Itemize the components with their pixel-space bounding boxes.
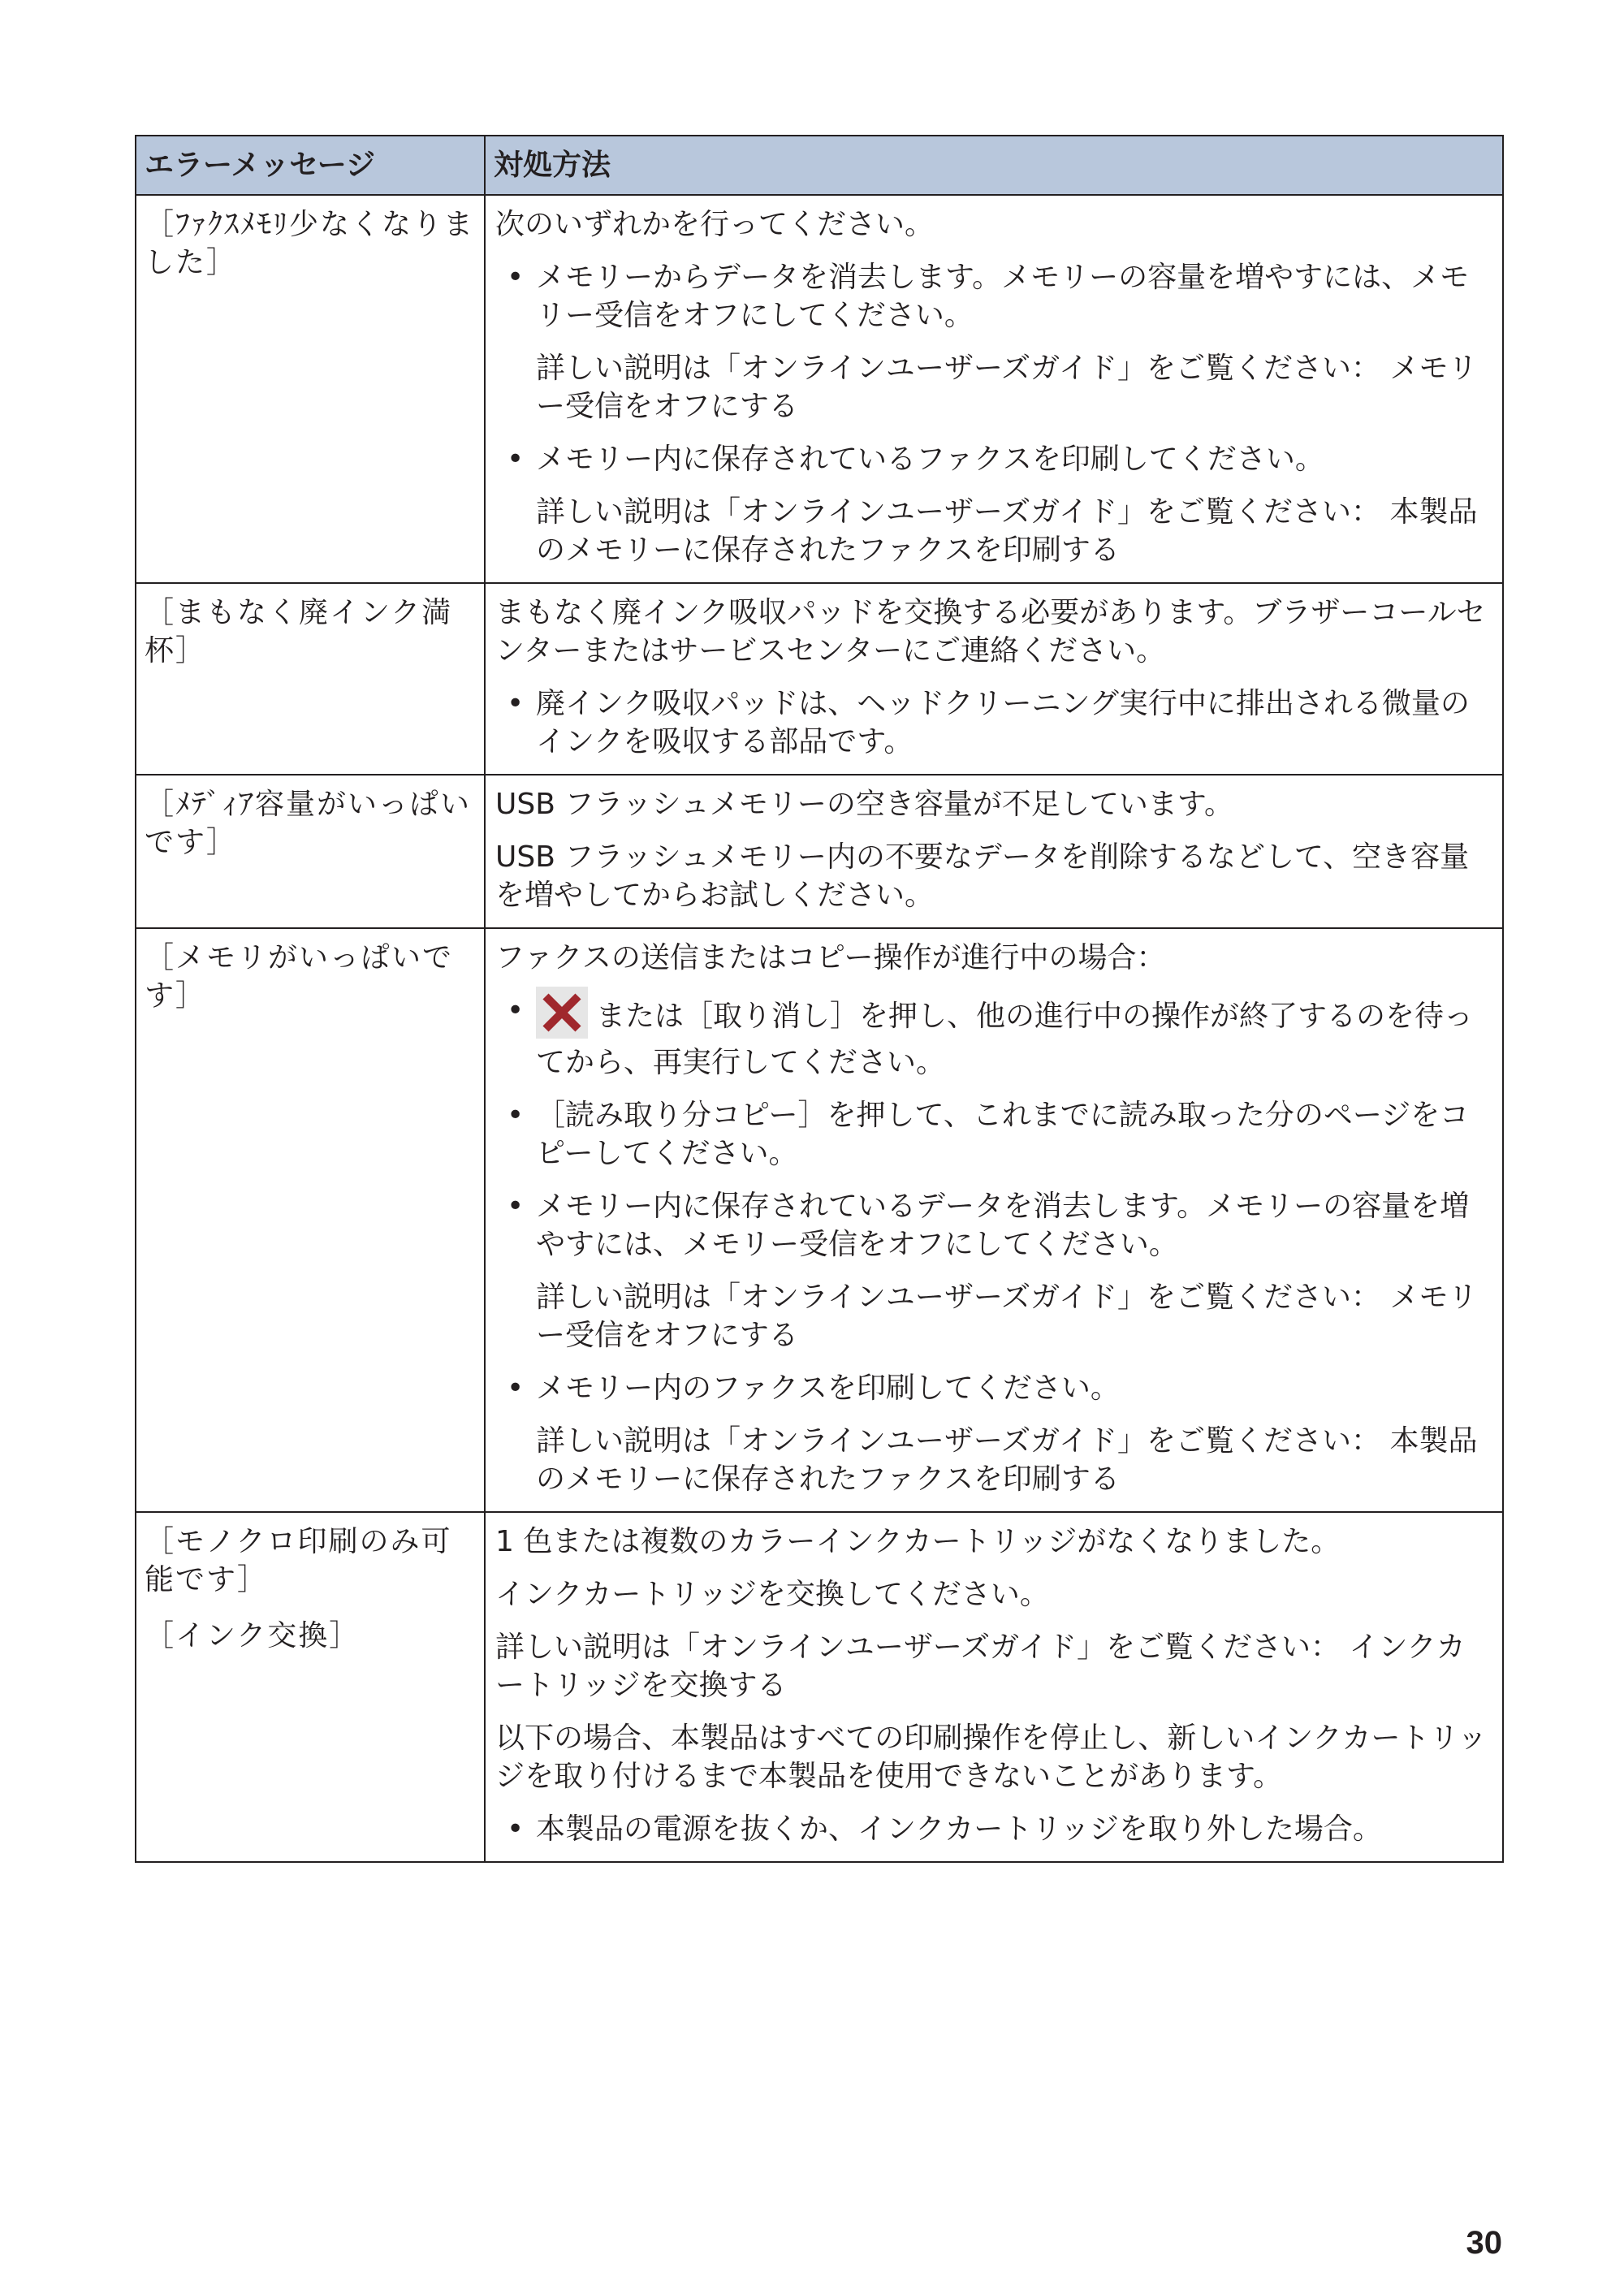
table-row <box>136 195 1503 583</box>
error-message-text: ［ﾒﾃﾞｨｱ容量がいっぱいです］ <box>145 788 472 859</box>
table-row <box>136 583 1503 775</box>
solution-paragraph: 次のいずれかを行ってください。 <box>495 208 935 241</box>
table-row <box>136 1512 1503 1862</box>
error-message-cell <box>136 583 485 775</box>
error-message-cell <box>136 928 485 1512</box>
solution-cell <box>485 195 1503 583</box>
guide-reference: 詳しい説明は「オンラインユーザーズガイド」をご覧ください： メモリー受信をオフにする <box>536 352 1478 423</box>
solution-paragraph: インクカートリッジを交換してください。 <box>495 1578 1049 1611</box>
header-error-message: エラーメッセージ <box>136 136 485 195</box>
solution-bullet: • 本製品の電源を抜くか、インクカートリッジを取り外した場合。 <box>495 1810 1494 1848</box>
solution-paragraph: USB フラッシュメモリー内の不要なデータを削除するなどして、空き容量を増やしてからお試しください。 <box>495 840 1470 912</box>
table-row <box>136 775 1503 928</box>
solution-paragraph: 1 色または複数のカラーインクカートリッジがなくなりました。 <box>495 1525 1341 1558</box>
solution-bullet: • 廃インク吸収パッドは、ヘッドクリーニング実行中に排出される微量のインクを吸収する部品です。 <box>495 685 1494 761</box>
solution-paragraph: まもなく廃インク吸収パッドを交換する必要があります。ブラザーコールセンターまたはサービスセンターにご連絡ください。 <box>495 596 1486 667</box>
error-message-text: ［まもなく廃インク満杯］ <box>145 596 453 667</box>
solution-cell <box>485 1512 1503 1862</box>
page-number: 30 <box>1466 2225 1502 2261</box>
solution-bullet: • メモリー内に保存されているファクスを印刷してください。 <box>495 440 1494 478</box>
solution-cell <box>485 928 1503 1512</box>
solution-paragraph: USB フラッシュメモリーの空き容量が不足しています。 <box>495 788 1234 821</box>
solution-paragraph: 詳しい説明は「オンラインユーザーズガイド」をご覧ください： インクカートリッジを交換する <box>495 1631 1466 1702</box>
close-x-icon <box>536 987 588 1039</box>
error-message-cell <box>136 775 485 928</box>
solution-paragraph: 以下の場合、本製品はすべての印刷操作を停止し、新しいインクカートリッジを取り付けるまで本製品を使用できないことがあります。 <box>495 1722 1488 1793</box>
error-message-cell <box>136 1512 485 1862</box>
guide-reference: 詳しい説明は「オンラインユーザーズガイド」をご覧ください： 本製品のメモリーに保存されたファクスを印刷する <box>536 1424 1478 1496</box>
guide-reference: 詳しい説明は「オンラインユーザーズガイド」をご覧ください： メモリー受信をオフにする <box>536 1281 1478 1352</box>
error-message-table <box>135 135 1504 1863</box>
solution-bullet: • メモリー内のファクスを印刷してください。 <box>495 1369 1494 1407</box>
solution-cell <box>485 583 1503 775</box>
guide-reference: 詳しい説明は「オンラインユーザーズガイド」をご覧ください： 本製品のメモリーに保存されたファクスを印刷する <box>536 495 1478 567</box>
solution-bullet <box>495 991 1494 1082</box>
table-row <box>136 928 1503 1512</box>
solution-cell <box>485 775 1503 928</box>
error-message-text: ［メモリがいっぱいです］ <box>145 941 454 1013</box>
error-message-cell <box>136 195 485 583</box>
solution-paragraph: ファクスの送信またはコピー操作が進行中の場合： <box>495 941 1166 974</box>
header-solution: 対処方法 <box>485 136 1503 195</box>
error-message-text: ［モノクロ印刷のみ可能です］ <box>145 1525 452 1596</box>
solution-bullet: • メモリーからデータを消去します。メモリーの容量を増やすには、メモリー受信をオフにしてください。 <box>495 258 1494 335</box>
error-message-text: ［インク交換］ <box>145 1619 361 1652</box>
error-message-text: ［ﾌｧｸｽﾒﾓﾘ少なくなりました］ <box>145 208 475 279</box>
table-body <box>136 195 1503 1862</box>
solution-bullet: • ［読み取り分コピー］を押して、これまでに読み取った分のページをコピーしてください。 <box>495 1096 1494 1173</box>
table-header-row <box>136 136 1503 195</box>
solution-bullet: • メモリー内に保存されているデータを消去します。メモリーの容量を増やすには、メモリー受信をオフにしてください。 <box>495 1187 1494 1264</box>
solution-bullet-text: または［取り消し］を押し、他の進行中の操作が終了するのを待ってから、再実行してください。 <box>536 1000 1474 1079</box>
